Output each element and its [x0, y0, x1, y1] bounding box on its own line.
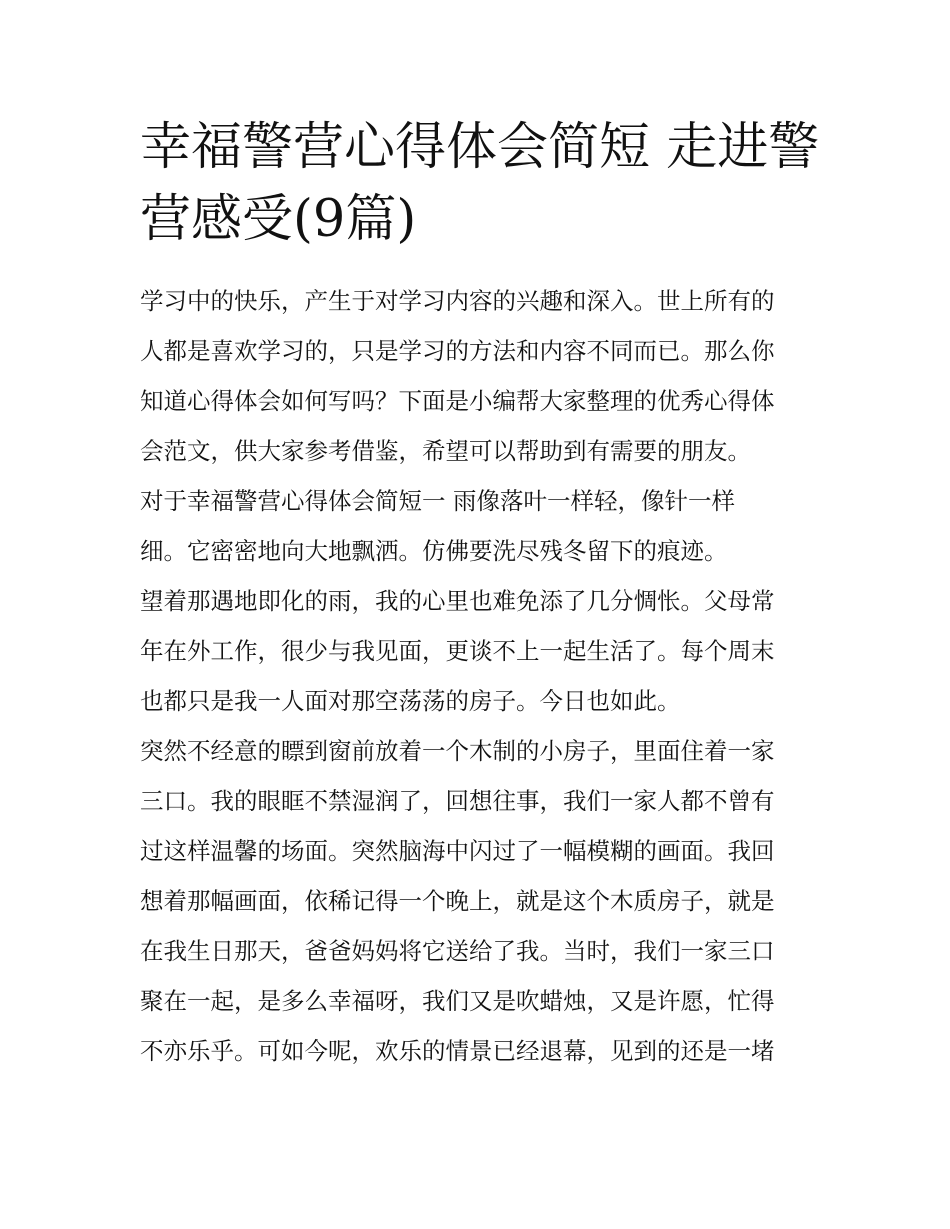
text-line: 人都是喜欢学习的，只是学习的方法和内容不同而已。那么你: [140, 337, 775, 365]
text-line: 年在外工作，很少与我见面，更谈不上一起生活了。每个周末: [140, 637, 775, 665]
text-line: 在我生日那天，爸爸妈妈将它送给了我。当时，我们一家三口: [140, 937, 775, 965]
text-line: 望着那遇地即化的雨，我的心里也难免添了几分惆怅。父母常: [140, 587, 775, 615]
text-line: 细。它密密地向大地飘洒。仿佛要洗尽残冬留下的痕迹。: [140, 537, 728, 565]
text-line: 对于幸福警营心得体会简短一 雨像落叶一样轻，像针一样: [140, 487, 735, 515]
text-line: 会范文，供大家参考借鉴，希望可以帮助到有需要的朋友。: [140, 437, 751, 465]
text-line: 聚在一起，是多么幸福呀，我们又是吹蜡烛，又是许愿，忙得: [140, 987, 775, 1015]
text-line: 学习中的快乐，产生于对学习内容的兴趣和深入。世上所有的: [140, 287, 775, 315]
text-line: 突然不经意的瞟到窗前放着一个木制的小房子，里面住着一家: [140, 737, 775, 765]
text-line: 想着那幅画面，依稀记得一个晚上，就是这个木质房子，就是: [140, 887, 775, 915]
text-line: 知道心得体会如何写吗？下面是小编帮大家整理的优秀心得体: [140, 387, 775, 415]
document-title: [140, 112, 820, 256]
text-line: 也都只是我一人面对那空荡荡的房子。今日也如此。: [140, 687, 681, 715]
document-body: [140, 276, 820, 1076]
title-line: 幸福警营心得体会简短 走进警: [140, 118, 820, 177]
title-line: 营感受(9篇): [140, 190, 417, 249]
text-line: 过这样温馨的场面。突然脑海中闪过了一幅模糊的画面。我回: [140, 837, 775, 865]
text-line: 三口。我的眼眶不禁湿润了，回想往事，我们一家人都不曾有: [140, 787, 775, 815]
text-line: 不亦乐乎。可如今呢，欢乐的情景已经退幕，见到的还是一堵: [140, 1037, 775, 1065]
